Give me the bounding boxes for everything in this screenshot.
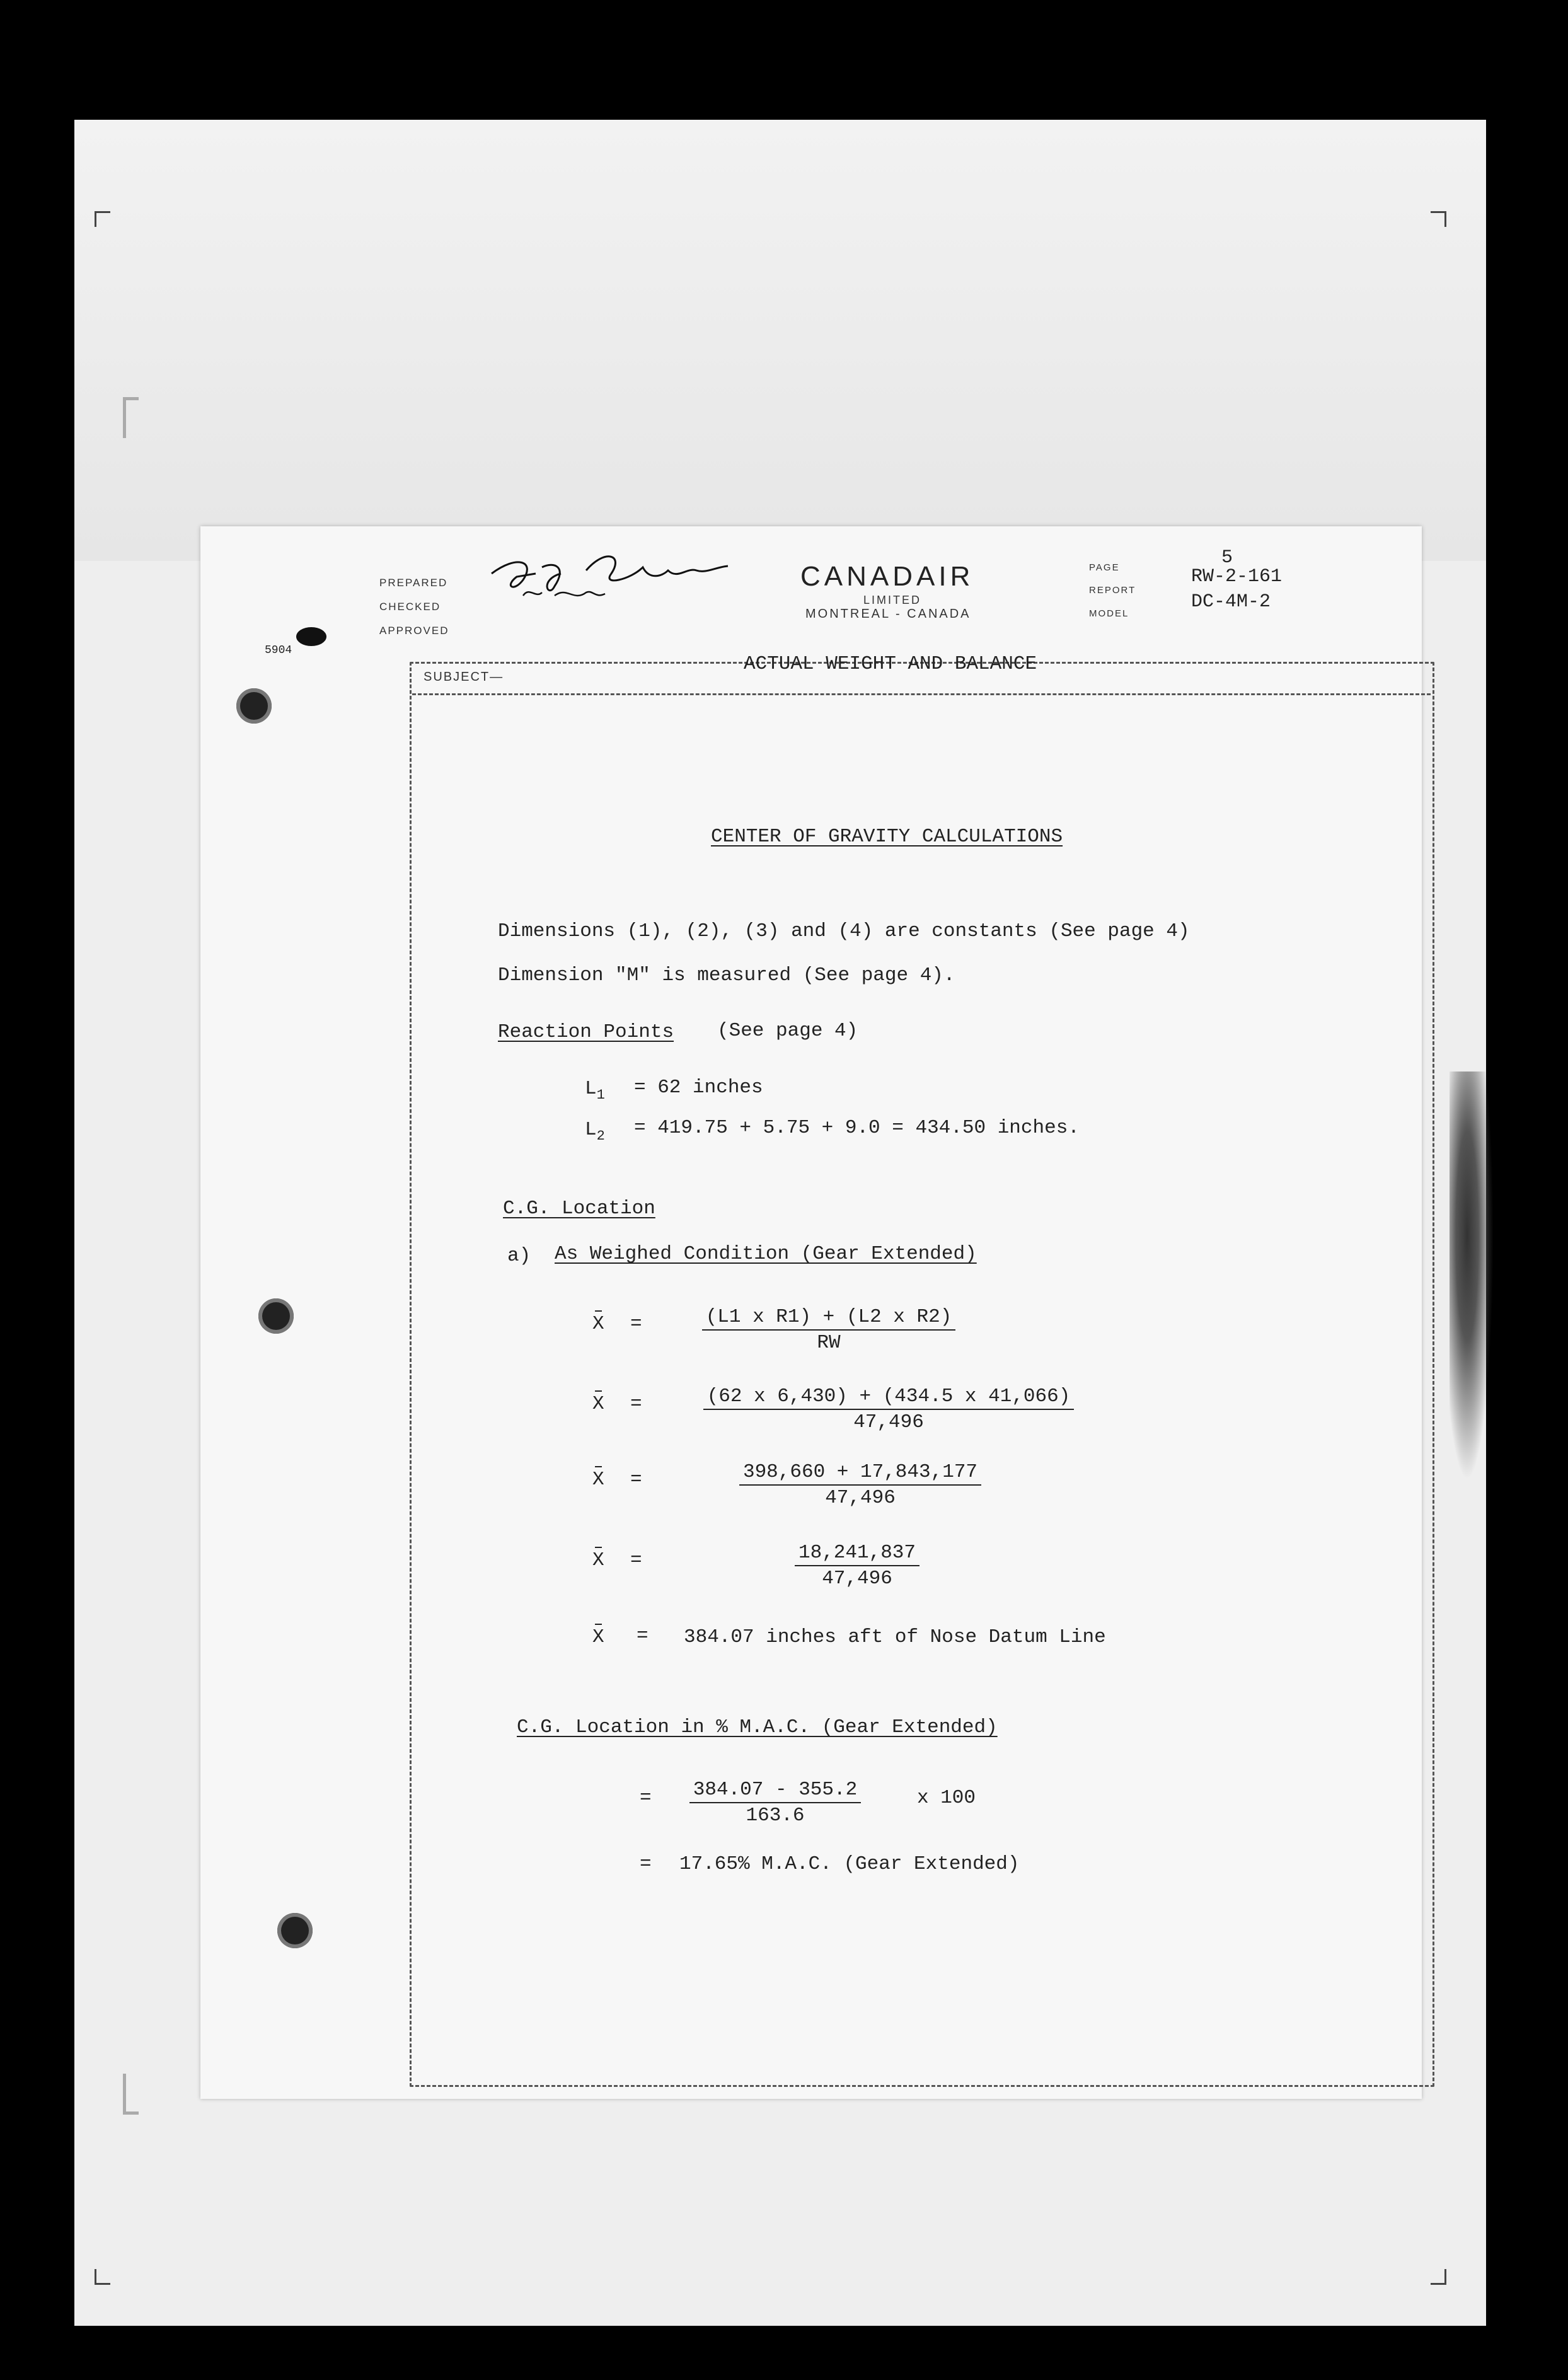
page-heading: CENTER OF GRAVITY CALCULATIONS bbox=[711, 826, 1063, 848]
mac-multiplier: x 100 bbox=[917, 1787, 976, 1809]
report-number: RW-2-161 bbox=[1191, 566, 1283, 587]
cg-location-heading: C.G. Location bbox=[503, 1198, 655, 1220]
backing-sheet-shade bbox=[74, 120, 1486, 561]
punch-hole bbox=[258, 1298, 294, 1334]
reaction-points-note: (See page 4) bbox=[717, 1020, 858, 1042]
substitution-numerator: (62 x 6,430) + (434.5 x 41,066) bbox=[703, 1385, 1075, 1410]
signature bbox=[479, 542, 731, 618]
equals-sign: = bbox=[630, 1469, 642, 1491]
subject-label: SUBJECT— bbox=[424, 670, 504, 684]
case-heading: As Weighed Condition (Gear Extended) bbox=[555, 1243, 977, 1265]
corner-mark bbox=[123, 2074, 139, 2115]
xbar-symbol: X bbox=[592, 1393, 604, 1415]
equals-sign: = bbox=[630, 1549, 642, 1571]
punch-hole bbox=[236, 688, 272, 724]
cg-result: 384.07 inches aft of Nose Datum Line bbox=[684, 1626, 1106, 1648]
formula-denominator: RW bbox=[817, 1332, 841, 1354]
equals-sign: = bbox=[630, 1313, 642, 1335]
moments-denominator: 47,496 bbox=[825, 1487, 896, 1509]
company-name: CANADAIR bbox=[800, 561, 974, 592]
l1-label: $L_1$ bbox=[585, 1078, 605, 1103]
punch-hole bbox=[277, 1913, 313, 1948]
approved-label: APPROVED bbox=[379, 625, 449, 637]
moments-fraction bbox=[725, 1461, 996, 1509]
total-moment-denominator: 47,496 bbox=[822, 1568, 892, 1590]
constants-line: Dimensions (1), (2), (3) and (4) are constants (See page 4) bbox=[498, 920, 1190, 942]
corner-mark bbox=[95, 2269, 110, 2285]
page-label: PAGE bbox=[1089, 562, 1120, 573]
reaction-points-heading: Reaction Points bbox=[498, 1021, 674, 1043]
corner-mark bbox=[1431, 211, 1446, 227]
mac-fraction bbox=[681, 1779, 870, 1827]
equals-sign: = bbox=[640, 1853, 652, 1875]
checked-label: CHECKED bbox=[379, 601, 441, 613]
model-label: MODEL bbox=[1089, 608, 1129, 619]
company-city: MONTREAL - CANADA bbox=[805, 607, 971, 621]
case-marker: a) bbox=[507, 1245, 531, 1267]
total-moment-numerator: 18,241,837 bbox=[795, 1542, 919, 1566]
xbar-symbol: X bbox=[592, 1549, 604, 1571]
xbar-symbol: X bbox=[592, 1626, 604, 1648]
equals-sign: = bbox=[640, 1787, 652, 1809]
mac-numerator: 384.07 - 355.2 bbox=[689, 1779, 861, 1803]
corner-mark bbox=[1431, 2269, 1446, 2285]
mac-heading: C.G. Location in % M.A.C. (Gear Extended) bbox=[517, 1716, 998, 1738]
stain bbox=[1450, 1072, 1494, 1481]
moments-numerator: 398,660 + 17,843,177 bbox=[739, 1461, 981, 1486]
report-label: REPORT bbox=[1089, 585, 1136, 596]
equals-sign: = bbox=[630, 1393, 642, 1415]
formula-numerator: (L1 x R1) + (L2 x R2) bbox=[702, 1306, 956, 1331]
model-number: DC-4M-2 bbox=[1191, 591, 1271, 613]
company-sub: LIMITED bbox=[863, 594, 922, 606]
cg-formula bbox=[662, 1306, 996, 1354]
measured-line: Dimension "M" is measured (See page 4). bbox=[498, 964, 955, 986]
mac-denominator: 163.6 bbox=[746, 1805, 805, 1827]
total-moment-fraction bbox=[775, 1542, 939, 1590]
xbar-symbol: X bbox=[592, 1469, 604, 1491]
substitution-fraction bbox=[662, 1385, 1115, 1433]
subject-text: ACTUAL WEIGHT AND BALANCE bbox=[744, 653, 1037, 675]
page-number: 5 bbox=[1221, 547, 1233, 569]
subject-divider bbox=[412, 693, 1431, 695]
l2-label: $L_2$ bbox=[585, 1119, 605, 1144]
l1-equation: = 62 inches bbox=[634, 1077, 763, 1099]
substitution-denominator: 47,496 bbox=[853, 1411, 924, 1433]
l2-equation: = 419.75 + 5.75 + 9.0 = 434.50 inches. bbox=[634, 1117, 1080, 1139]
corner-mark bbox=[95, 211, 110, 227]
side-number: 5904 bbox=[265, 644, 292, 657]
corner-mark bbox=[123, 397, 139, 438]
xbar-symbol: X bbox=[592, 1313, 604, 1335]
mac-result: 17.65% M.A.C. (Gear Extended) bbox=[679, 1853, 1020, 1875]
ink-blot bbox=[296, 627, 326, 646]
prepared-label: PREPARED bbox=[379, 577, 448, 589]
equals-sign: = bbox=[637, 1625, 649, 1647]
